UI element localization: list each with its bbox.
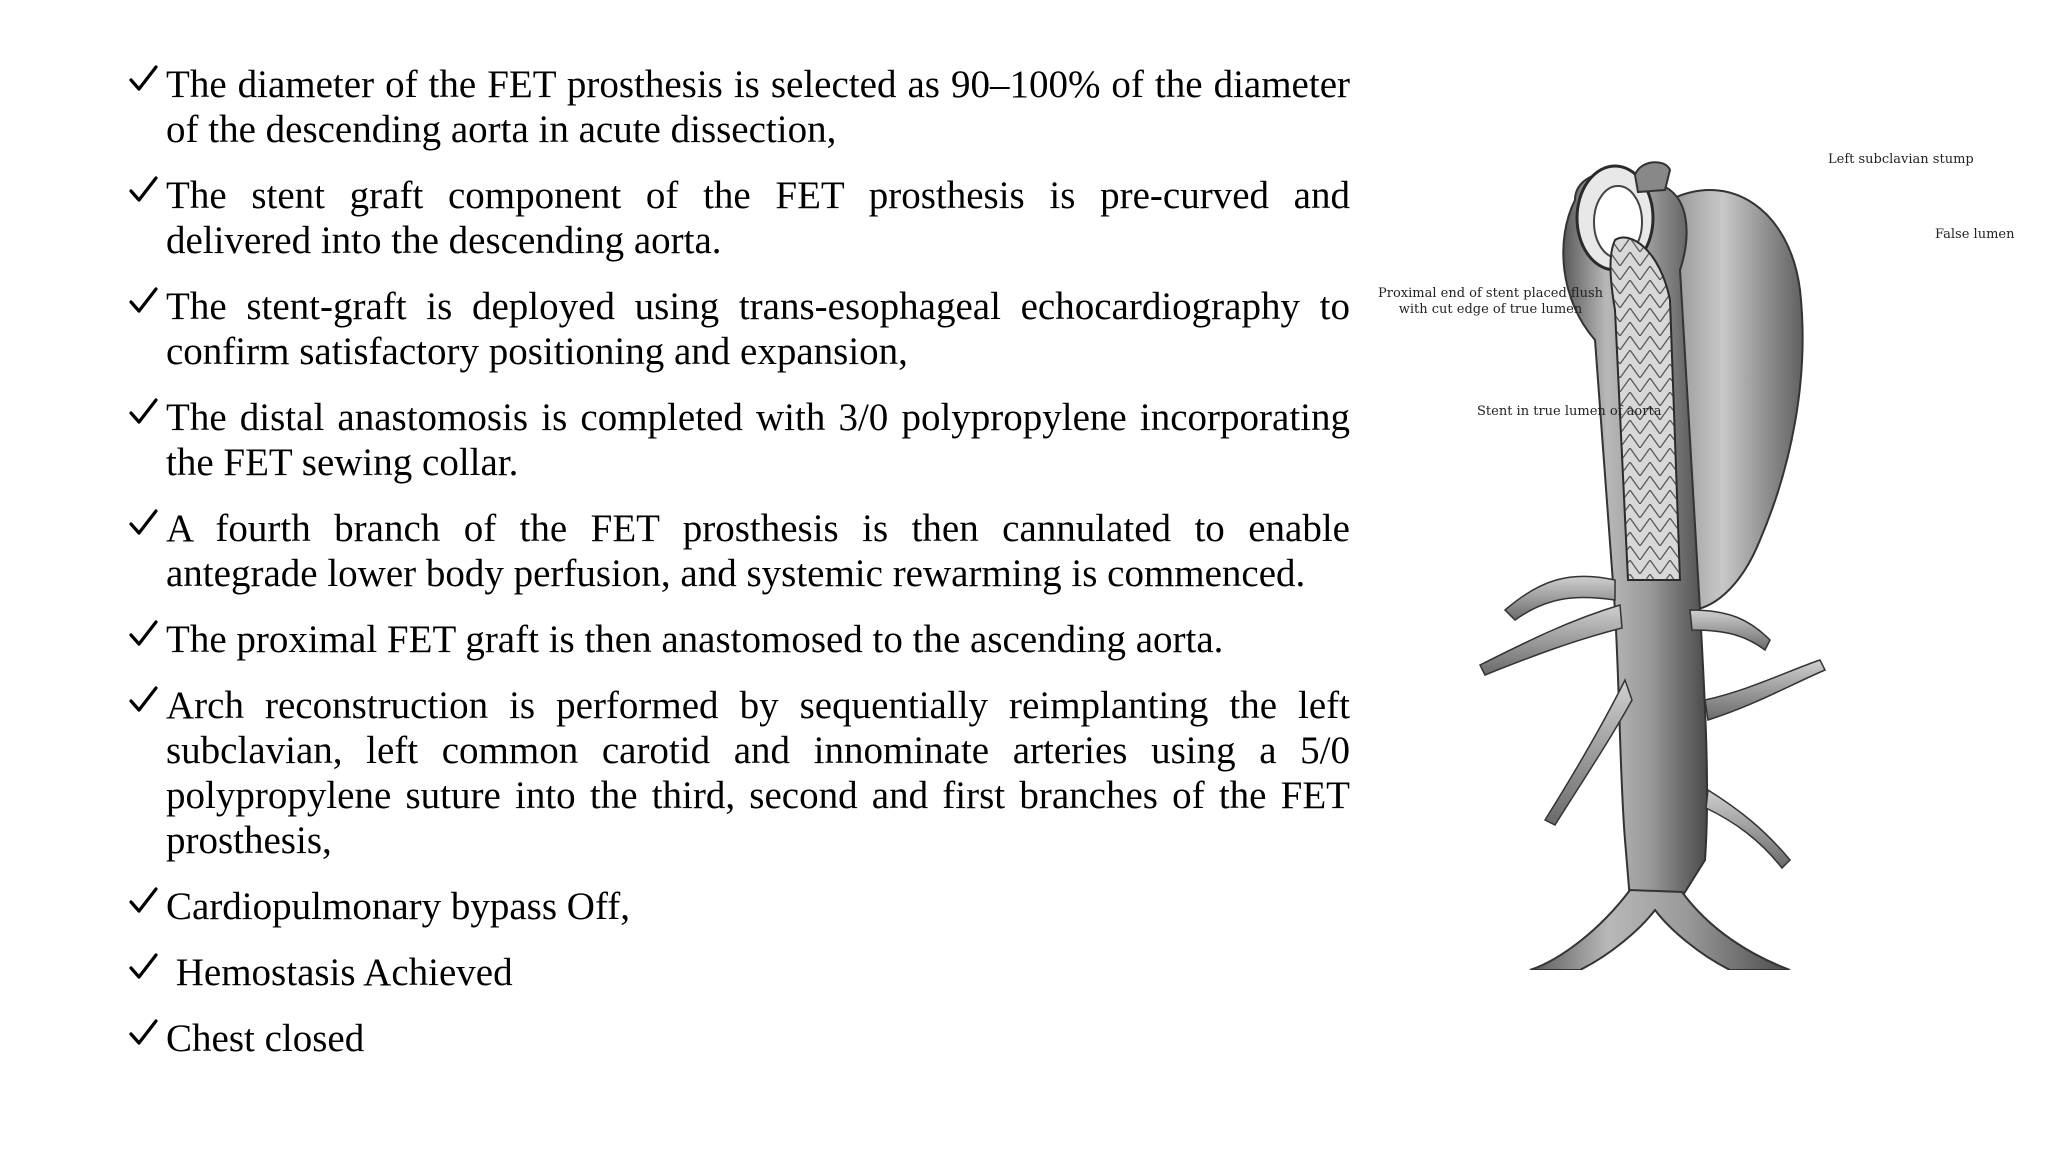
label-proximal-line2: with cut edge of true lumen [1398,302,1583,317]
bullet-item [128,173,1350,263]
bullet-text: Chest closed [166,1017,365,1060]
branch-artery [1545,680,1632,825]
bullet-text: Arch reconstruction is performed by sequentially reimplanting the left subclavian, left common carotid and innominate arteries using a 5/0 polypropylene suture into the third, second and first branches of the FET prosthesis, [166,684,1350,862]
checkmark-icon [128,64,158,94]
bullet-text: The diameter of the FET prosthesis is selected as 90–100% of the diameter of the descending aorta in acute dissection, [166,63,1350,151]
label-stent-true-lumen: Stent in true lumen of aorta [1477,404,1662,419]
label-false-lumen: False lumen [1935,227,2015,242]
bullet-text: Cardiopulmonary bypass Off, [166,885,630,928]
bullet-text: The stent-graft is deployed using trans-esophageal echocardiography to confirm satisfactory positioning and expansion, [166,285,1350,373]
branch-artery [1706,790,1790,868]
bullet-text: A fourth branch of the FET prosthesis is then cannulated to enable antegrade lower body perfusion, and systemic rewarming is commenced. [166,507,1350,595]
branch-artery [1705,660,1825,720]
bullet-item [128,1016,1350,1061]
bullet-item [128,884,1350,929]
checkmark-icon [128,508,158,538]
subclavian-stump [1635,162,1670,192]
bullet-text: The distal anastomosis is completed with 3/0 polypropylene incorporating the FET sewing collar. [166,396,1350,484]
label-proximal-line1: Proximal end of stent placed flush [1378,286,1603,301]
label-left-subclavian-stump: Left subclavian stump [1828,152,1974,167]
checkmark-icon [128,952,158,982]
checkmark-icon [128,685,158,715]
bullet-item [128,284,1350,374]
label-proximal-end [1378,286,1603,318]
bullet-item [128,950,1350,995]
bullet-text: Hemostasis Achieved [166,951,513,994]
iliac-bifurcation [1530,890,1790,970]
bullet-item [128,62,1350,152]
bullet-item [128,395,1350,485]
checkmark-icon [128,886,158,916]
bullet-list [128,62,1350,1082]
checkmark-icon [128,175,158,205]
bullet-text: The proximal FET graft is then anastomosed to the ascending aorta. [166,618,1224,661]
aorta-illustration [1370,140,2030,970]
bullet-text: The stent graft component of the FET prosthesis is pre-curved and delivered into the descending aorta. [166,174,1350,262]
checkmark-icon [128,1018,158,1048]
checkmark-icon [128,397,158,427]
checkmark-icon [128,286,158,316]
bullet-item [128,683,1350,863]
checkmark-icon [128,619,158,649]
bullet-item [128,506,1350,596]
bullet-item [128,617,1350,662]
branch-artery [1480,605,1622,675]
